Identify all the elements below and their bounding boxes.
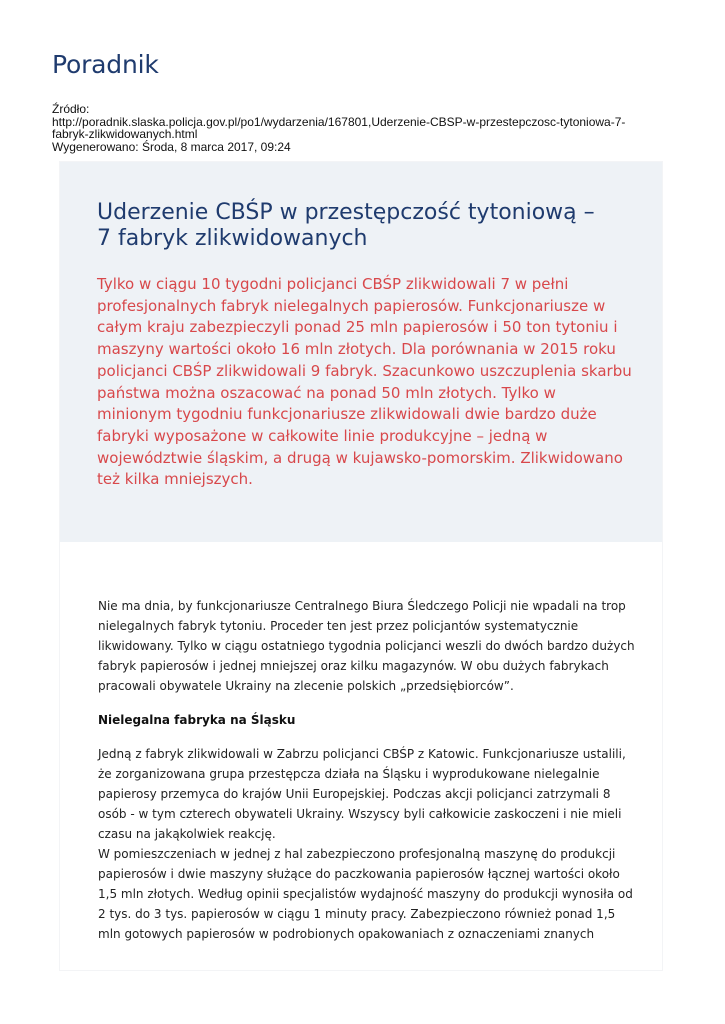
- article-lead: Tylko w ciągu 10 tygodni policjanci CBŚP zlikwidowali 7 w pełni profesjonalnych fabryk nielegalnych papierosów. Funkcjonariusze w całym kraju zabezpieczyli ponad 25 mln papierosów i 50 ton tytoniu i maszyny wartości około 16 mln złotych. Dla porównania w 2015 roku policjanci CBŚP zlikwidowali 9 fabryk. Szacunkowo uszczuplenia skarbu państwa można oszacować na ponad 50 mln złotych. Tylko w minionym tygodniu funkcjonariusze zlikwidowali dwie bardzo duże fabryki wyposażone w całkowite linie produkcyjne – jedną w województwie śląskim, a drugą w kujawsko-pomorskim. Zlikwidowano też kilka mniejszych.: [97, 275, 632, 489]
- body-paragraph: W pomieszczeniach w jednej z hal zabezpieczono profesjonalną maszynę do produkcji papierosów i dwie maszyny służące do paczkowania papierosów łącznej wartości około 1,5 mln złotych. Według opinii specjalistów wydajność maszyny do produkcji wynosiła od 2 tys. do 3 tys. papierosów w ciągu 1 minuty pracy. Zabezpieczono również ponad 1,5 mln gotowych papierosów w podrobionych opakowaniach z oznaczeniami znanych: [98, 847, 633, 941]
- generated-timestamp: Wygenerowano: Środa, 8 marca 2017, 09:24: [52, 139, 291, 154]
- article-title-line-1: Uderzenie CBŚP w przestępczość tytoniową –: [97, 200, 595, 225]
- site-title: Poradnik: [52, 50, 159, 79]
- body-paragraph: Jedną z fabryk zlikwidowali w Zabrzu policjanci CBŚP z Katowic. Funkcjonariusze ustalili, że zorganizowana grupa przestępcza działa na Śląsku i wyprodukowane nielegalnie papierosy przemyca do krajów Unii Europejskiej. Podczas akcji policjanci zatrzymali 8 osób - w tym czterech obywateli Ukrainy. Wszyscy byli całkowicie zaskoczeni i nie mieli czasu na jakąkolwiek reakcję.: [98, 747, 626, 841]
- article-body: [98, 596, 638, 944]
- article-title-line-2: 7 fabryk zlikwidowanych: [97, 225, 368, 251]
- article-title: [97, 200, 637, 251]
- document-meta: [52, 103, 682, 153]
- source-url-continued[interactable]: [52, 128, 682, 141]
- section-heading: Nielegalna fabryka na Śląsku: [98, 713, 296, 727]
- article-panel: [60, 162, 662, 970]
- source-label: Źródło:: [52, 102, 90, 116]
- article-header-box: [60, 162, 662, 542]
- source-url-line-1[interactable]: http://poradnik.slaska.policja.gov.pl/po1/wydarzenia/167801,Uderzenie-CBSP-w-przestepczosc-tytoniowa-7-: [52, 114, 626, 129]
- body-paragraph: Nie ma dnia, by funkcjonariusze Centralnego Biura Śledczego Policji nie wpadali na trop nielegalnych fabryk tytoniu. Proceder ten jest przez policjantów systematycznie likwidowany. Tylko w ciągu ostatniego tygodnia policjanci weszli do dwóch bardzo dużych fabryk papierosów i jednej mniejszej oraz kilku magazynów. W obu dużych fabrykach pracowali obywatele Ukrainy na zlecenie polskich „przedsiębiorców”.: [98, 599, 635, 693]
- source-url-line-2[interactable]: fabryk-zlikwidowanych.html: [52, 127, 198, 142]
